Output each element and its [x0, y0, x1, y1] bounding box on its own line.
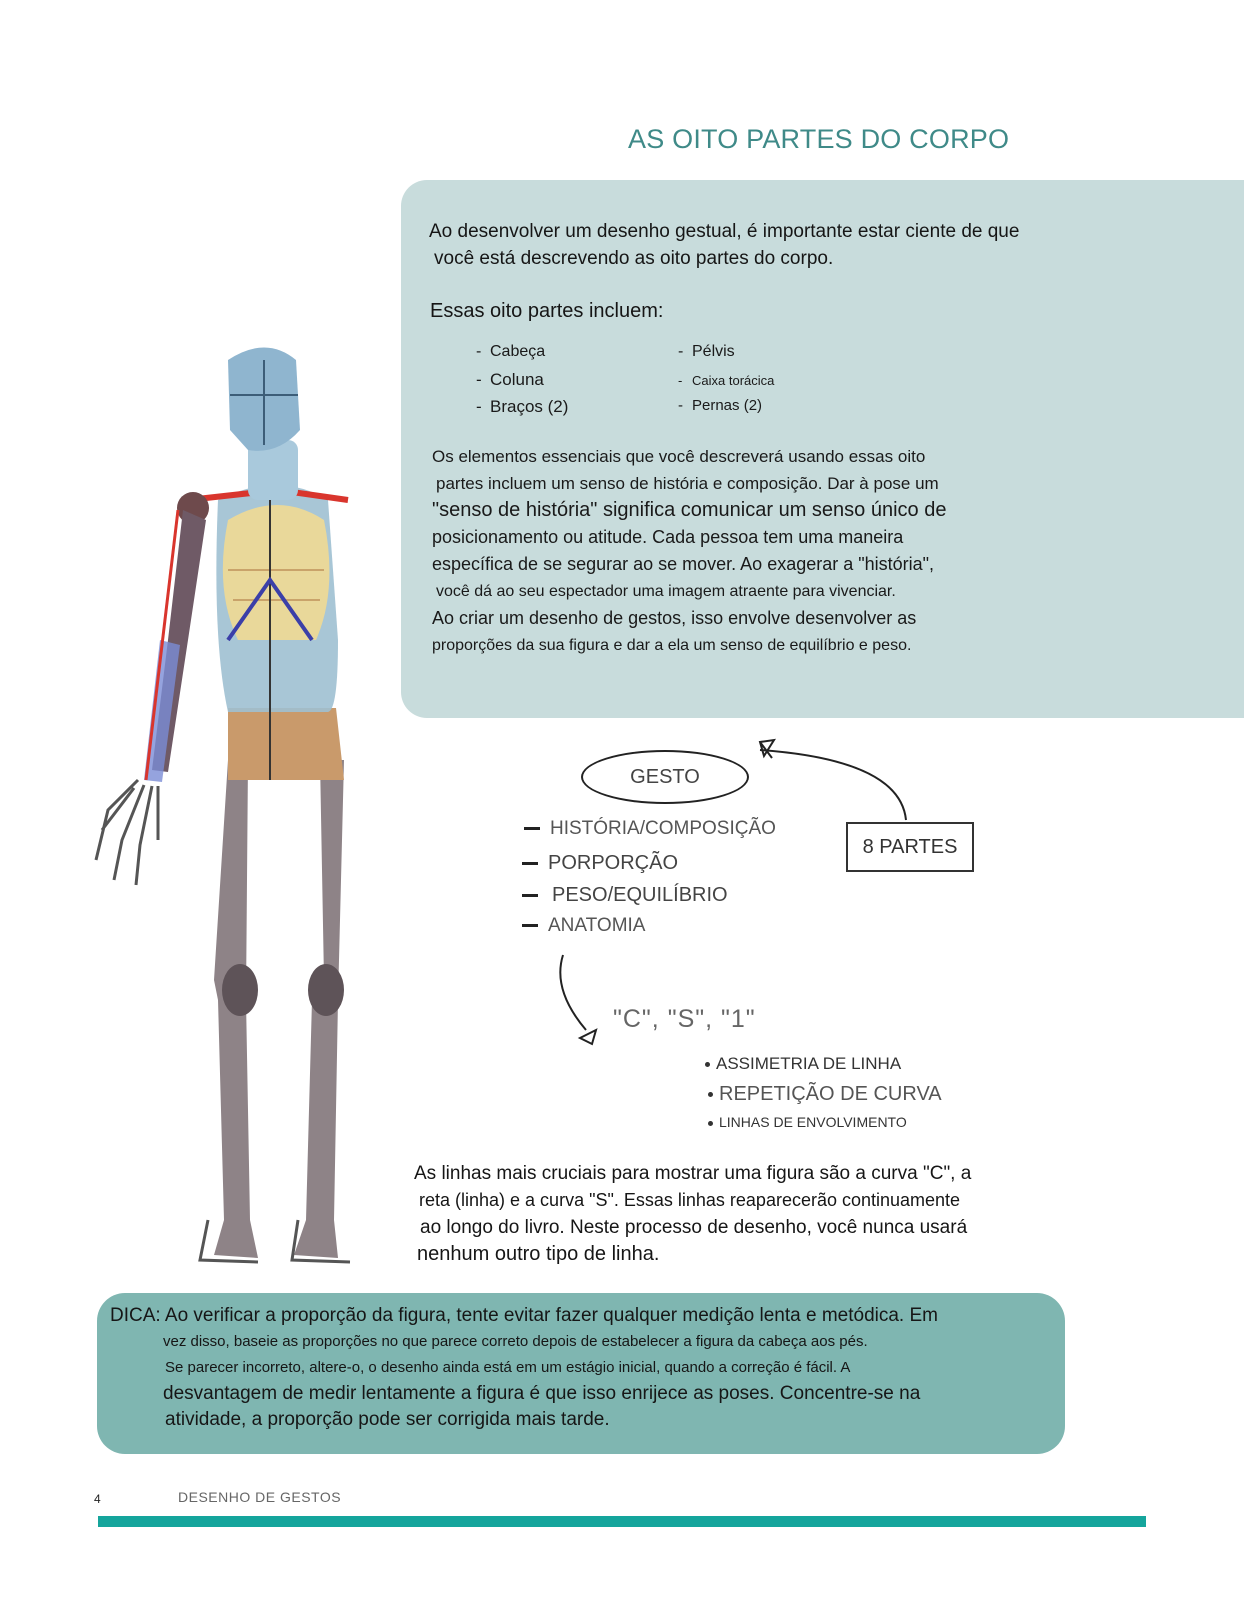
part-label: Pernas (2)	[692, 397, 763, 414]
tip-line: DICA: Ao verificar a proporção da figura, tente evitar fazer qualquer medição lenta e metódica. Em	[110, 1305, 938, 1326]
list-item: - Caixa torácica	[678, 373, 775, 388]
description-line: partes incluem um senso de história e composição. Dar à pose um	[436, 474, 939, 493]
parts-heading: Essas oito partes incluem:	[430, 300, 664, 322]
curves-title: "C", "S", "1"	[613, 1005, 756, 1033]
part-label: Pélvis	[692, 343, 735, 360]
list-item	[522, 884, 728, 907]
list-item	[522, 915, 645, 937]
footer-bar	[98, 1516, 1146, 1527]
lines-line: As linhas mais cruciais para mostrar uma figura são a curva "C", a	[414, 1163, 972, 1184]
arrow-to-curves	[560, 955, 586, 1030]
lines-line: nenhum outro tipo de linha.	[417, 1243, 660, 1265]
eight-parts-label: 8 PARTES	[862, 835, 958, 858]
description-line: proporções da sua figura e dar a ela um senso de equilíbrio e peso.	[432, 637, 912, 654]
lines-line: reta (linha) e a curva "S". Essas linhas reaparecerão continuamente	[419, 1190, 961, 1210]
description-line: você dá ao seu espectador uma imagem atraente para vivenciar.	[436, 583, 896, 600]
description-line: posicionamento ou atitude. Cada pessoa tem uma maneira	[432, 527, 904, 547]
description-line: Ao criar um desenho de gestos, isso envolve desenvolver as	[432, 608, 917, 628]
curve-item-label: REPETIÇÃO DE CURVA	[719, 1083, 942, 1105]
part-label: Braços (2)	[490, 397, 569, 416]
list-item	[705, 1054, 901, 1074]
curve-item-label: LINHAS DE ENVOLVIMENTO	[719, 1114, 907, 1130]
eight-parts-box	[846, 822, 974, 872]
lines-paragraph	[414, 1160, 1054, 1268]
description-line: específica de se segurar ao se mover. Ao exagerar a "história",	[432, 554, 935, 574]
arrow-to-gesture	[760, 750, 906, 820]
intro-line: Ao desenvolver um desenho gestual, é importante estar ciente de que	[429, 221, 1020, 242]
intro-line: você está descrevendo as oito partes do corpo.	[434, 248, 834, 269]
page-number: 4	[94, 1492, 101, 1506]
list-item	[524, 818, 776, 840]
gesture-item-label: ANATOMIA	[548, 915, 646, 936]
gesture-item-label: HISTÓRIA/COMPOSIÇÃO	[550, 818, 776, 839]
tip-line: vez disso, baseie as proporções no que parece correto depois de estabelecer a figura da cabeça aos pés.	[163, 1333, 868, 1350]
list-item	[708, 1114, 907, 1130]
list-item: - Braços (2)	[476, 397, 569, 416]
description-line: "senso de história" significa comunicar um senso único de	[432, 499, 947, 521]
tip-line: desvantagem de medir lentamente a figura é que isso enrijece as poses. Concentre-se na	[163, 1383, 921, 1404]
part-label: Coluna	[490, 370, 544, 389]
tip-line: Se parecer incorreto, altere-o, o desenho ainda está em um estágio inicial, quando a correção é fácil. A	[165, 1359, 851, 1376]
description-paragraph	[432, 443, 1052, 659]
list-item: - Pélvis	[678, 343, 735, 360]
skeleton-figure-illustration	[88, 340, 388, 1270]
list-item: - Pernas (2)	[678, 397, 763, 414]
list-item: - Cabeça	[476, 343, 546, 360]
curve-item-label: ASSIMETRIA DE LINHA	[716, 1054, 902, 1073]
gesture-oval	[581, 750, 749, 804]
description-line: Os elementos essenciais que você descreverá usando essas oito	[432, 447, 926, 466]
part-label: Caixa torácica	[692, 373, 775, 388]
page-title: AS OITO PARTES DO CORPO	[628, 124, 1010, 154]
book-title: DESENHO DE GESTOS	[178, 1489, 342, 1505]
tip-paragraph	[110, 1303, 1050, 1433]
tip-line: atividade, a proporção pode ser corrigida mais tarde.	[165, 1409, 610, 1430]
list-item: - Coluna	[476, 370, 544, 389]
lines-line: ao longo do livro. Neste processo de desenho, você nunca usará	[420, 1217, 968, 1238]
gesture-item-label: PORPORÇÃO	[548, 852, 679, 874]
list-item	[708, 1083, 942, 1106]
part-label: Cabeça	[490, 343, 546, 360]
intro-paragraph	[429, 218, 1069, 272]
list-item	[522, 852, 678, 875]
gesture-label: GESTO	[630, 765, 700, 788]
gesture-item-label: PESO/EQUILÍBRIO	[552, 884, 728, 906]
